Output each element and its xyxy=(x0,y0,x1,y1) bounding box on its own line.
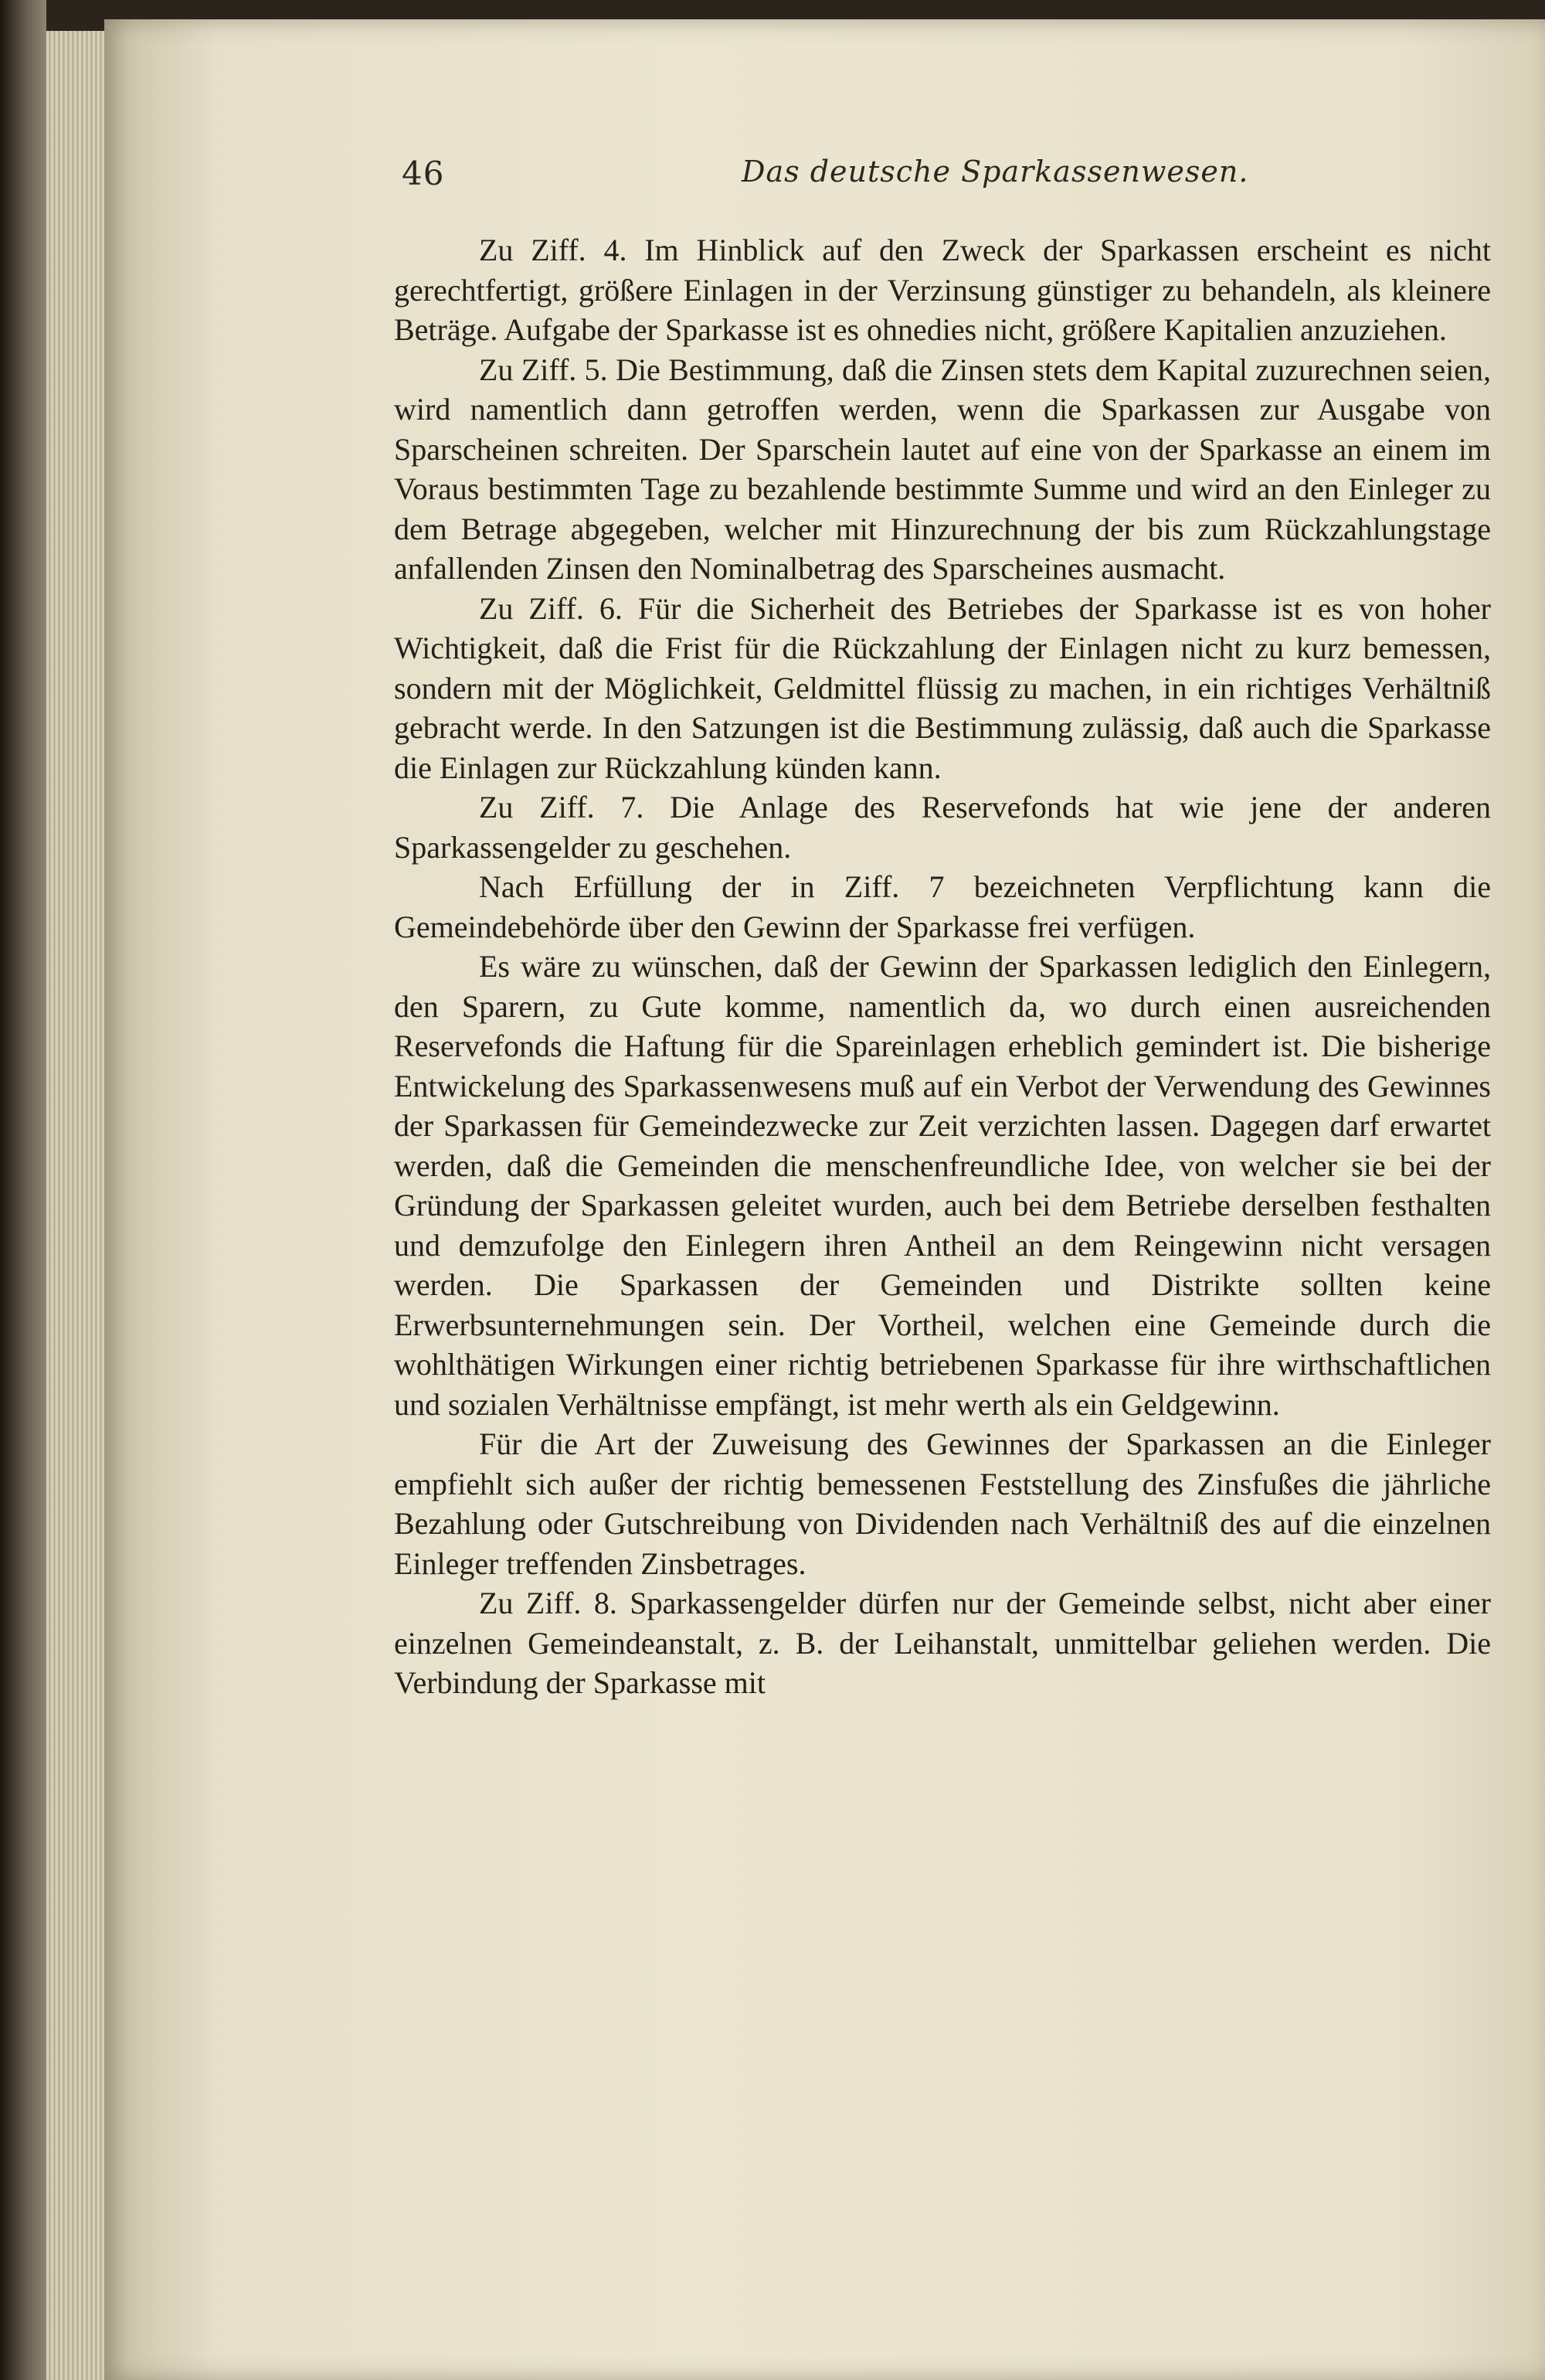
paragraph-ziff-6: Zu Ziff. 6. Für die Sicherheit des Betriebes der Sparkasse ist es von hoher Wichtigkeit, daß die Frist für die Rückzahlung der Einlagen nicht zu kurz bemessen, sondern mit der Möglichkeit, Geldmittel flüssig zu machen, in ein richtiges Verhältniß gebracht werde. In den Satzungen ist die Bestimmung zulässig, daß auch die Sparkasse die Einlagen zur Rückzahlung künden kann. xyxy=(394,590,1491,785)
page-number: 46 xyxy=(402,155,445,192)
paragraph-ziff-5: Zu Ziff. 5. Die Bestimmung, daß die Zinsen stets dem Kapital zuzurechnen seien, wird namentlich dann getroffen werden, wenn die Sparkassen zur Ausgabe von Sparscheinen schreiten. Der Sparschein lautet auf eine von der Sparkasse an einem im Voraus bestimmten Tage zu bezahlende bestimmte Summe und wird an den Einleger zu dem Betrage abgegeben, welcher mit Hinzurechnung der bis zum Rückzahlungstage anfallenden Zinsen den Nominalbetrag des Sparscheines ausmacht. xyxy=(394,352,1491,586)
page-header xyxy=(402,155,1499,201)
paragraph-gewinn-einleger: Es wäre zu wünschen, daß der Gewinn der Sparkassen lediglich den Einlegern, den Sparern, zu Gute komme, namentlich da, wo durch einen ausreichenden Reservefonds die Haftung für die Spareinlagen erheblich gemindert ist. Die bisherige Entwickelung des Sparkassenwesens muß auf ein Verbot der Verwendung des Gewinnes der Sparkassen für Gemeindezwecke zur Zeit verzichten lassen. Dagegen darf erwartet werden, daß die Gemeinden die menschenfreundliche Idee, von welcher sie bei der Gründung der Sparkassen geleitet wurden, auch bei dem Betriebe derselben festhalten und demzufolge den Einlegern ihren Antheil an dem Reingewinn nicht versagen werden. Die Sparkassen der Gemeinden und Distrikte sollten keine Erwerbsunternehmungen sein. Der Vortheil, welchen eine Gemeinde durch die wohlthätigen Wirkungen einer richtig betriebenen Sparkasse für ihre wirthschaftlichen und sozialen Verhältnisse empfängt, ist mehr werth als ein Geldgewinn. xyxy=(394,949,1491,1422)
paragraph-ziff-4: Zu Ziff. 4. Im Hinblick auf den Zweck der Sparkassen erscheint es nicht gerechtfertigt, größere Einlagen in der Verzinsung günstiger zu behandeln, als kleinere Beträge. Aufgabe der Sparkasse ist es ohnedies nicht, größere Kapitalien anzuziehen. xyxy=(394,233,1491,347)
paragraph-ziff-7: Zu Ziff. 7. Die Anlage des Reservefonds hat wie jene der anderen Sparkassengelder zu geschehen. xyxy=(394,790,1491,865)
paragraph-ziff-8: Zu Ziff. 8. Sparkassengelder dürfen nur der Gemeinde selbst, nicht aber einer einzelnen Gemeindeanstalt, z. B. der Leihanstalt, unmittelbar geliehen werden. Die Verbindung der Sparkasse mit xyxy=(394,1586,1491,1700)
book-edge-shadow xyxy=(0,0,46,2380)
paragraph-zuweisung: Für die Art der Zuweisung des Gewinnes der Sparkassen an die Einleger empfiehlt sich außer der richtig bemessenen Feststellung des Zinsfußes die jährliche Bezahlung oder Gutschreibung von Dividenden nach Verhältniß des auf die einzelnen Einleger treffenden Zinsbetrages. xyxy=(394,1426,1491,1581)
running-title: Das deutsche Sparkassenwesen. xyxy=(742,155,1249,189)
paragraph-gewinn-verfuegung: Nach Erfüllung der in Ziff. 7 bezeichneten Verpflichtung kann die Gemeindebehörde über den Gewinn der Sparkasse frei verfügen. xyxy=(394,869,1491,944)
body-text xyxy=(394,230,1491,1703)
